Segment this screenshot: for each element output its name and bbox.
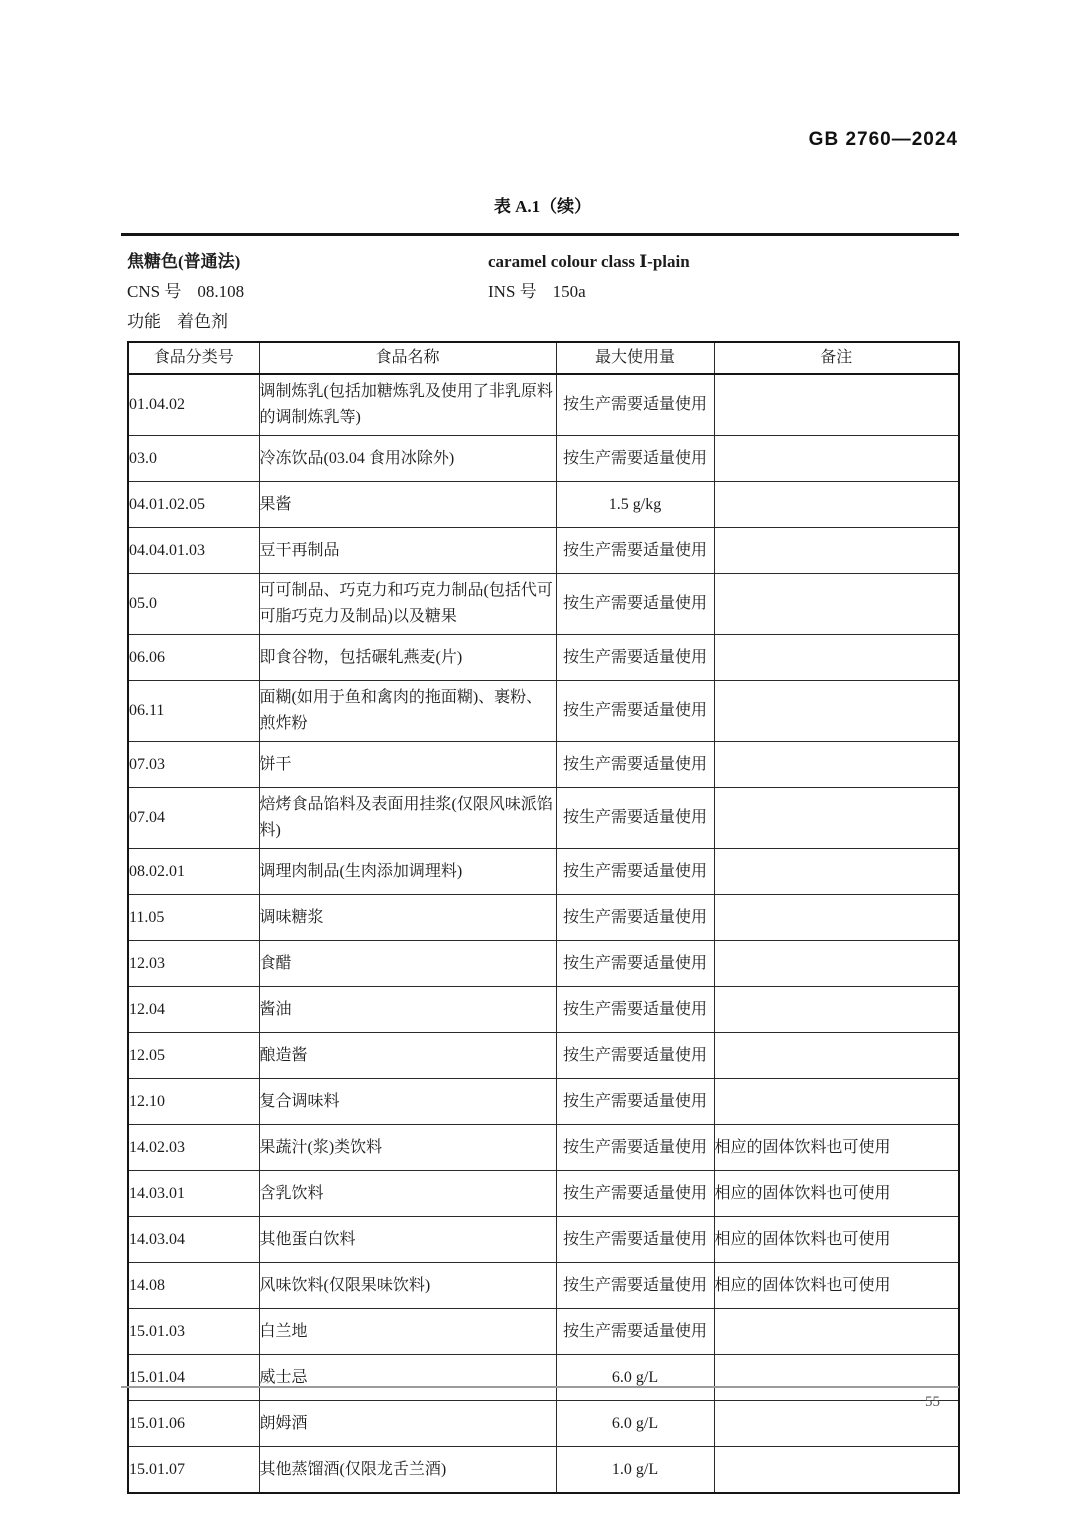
table-cell: 相应的固体饮料也可使用 <box>714 1171 959 1217</box>
table-cell: 相应的固体饮料也可使用 <box>714 1263 959 1309</box>
table-cell: 04.04.01.03 <box>128 528 259 574</box>
table-row <box>128 1309 959 1355</box>
table-cell: 风味饮料(仅限果味饮料) <box>259 1263 556 1309</box>
table-row <box>128 742 959 788</box>
table-cell: 12.04 <box>128 987 259 1033</box>
table-cell: 面糊(如用于鱼和禽肉的拖面糊)、裹粉、煎炸粉 <box>259 681 556 742</box>
table-cell <box>714 436 959 482</box>
table-row <box>128 528 959 574</box>
table-cell <box>714 1033 959 1079</box>
table-row <box>128 1355 959 1401</box>
table-cell: 调理肉制品(生肉添加调理料) <box>259 849 556 895</box>
table-cell <box>714 681 959 742</box>
table-cell: 15.01.07 <box>128 1447 259 1494</box>
table-cell: 03.0 <box>128 436 259 482</box>
table-cell: 按生产需要适量使用 <box>556 1033 714 1079</box>
table-cell <box>714 635 959 681</box>
table-cell: 06.06 <box>128 635 259 681</box>
table-row <box>128 635 959 681</box>
table-cell: 按生产需要适量使用 <box>556 1079 714 1125</box>
table-header-row <box>128 342 959 374</box>
table-cell <box>714 1309 959 1355</box>
ins-value: 150a <box>552 282 586 301</box>
table-cell: 冷冻饮品(03.04 食用冰除外) <box>259 436 556 482</box>
table-cell: 果酱 <box>259 482 556 528</box>
table-cell: 按生产需要适量使用 <box>556 788 714 849</box>
table-cell: 12.10 <box>128 1079 259 1125</box>
table-row <box>128 849 959 895</box>
table-cell: 其他蛋白饮料 <box>259 1217 556 1263</box>
standard-code: GB 2760—2024 <box>808 129 958 150</box>
additive-info-block <box>127 247 958 337</box>
table-cell <box>714 1401 959 1447</box>
table-row <box>128 1263 959 1309</box>
table-cell: 14.02.03 <box>128 1125 259 1171</box>
table-cell: 食醋 <box>259 941 556 987</box>
table-cell: 即食谷物，包括碾轧燕麦(片) <box>259 635 556 681</box>
table-cell: 08.02.01 <box>128 849 259 895</box>
table-cell <box>714 374 959 436</box>
column-header-max-usage: 最大使用量 <box>556 342 714 374</box>
table-cell <box>714 528 959 574</box>
column-header-remarks: 备注 <box>714 342 959 374</box>
cns-label: CNS 号 <box>127 282 182 301</box>
table-row <box>128 1171 959 1217</box>
additive-codes-row <box>127 277 958 307</box>
table-cell: 07.04 <box>128 788 259 849</box>
table-cell: 01.04.02 <box>128 374 259 436</box>
table-row <box>128 1447 959 1494</box>
table-cell: 调味糖浆 <box>259 895 556 941</box>
table-row <box>128 895 959 941</box>
table-row <box>128 574 959 635</box>
table-cell: 按生产需要适量使用 <box>556 528 714 574</box>
ins-label: INS 号 <box>488 282 537 301</box>
additive-name-row <box>127 247 958 277</box>
food-table-body <box>128 374 959 1493</box>
table-row <box>128 941 959 987</box>
table-row <box>128 374 959 436</box>
table-cell: 含乳饮料 <box>259 1171 556 1217</box>
cns-value: 08.108 <box>197 282 245 301</box>
table-row <box>128 987 959 1033</box>
table-cell: 酱油 <box>259 987 556 1033</box>
table-cell: 饼干 <box>259 742 556 788</box>
table-cell <box>714 574 959 635</box>
table-cell: 11.05 <box>128 895 259 941</box>
table-cell: 14.03.01 <box>128 1171 259 1217</box>
table-cell <box>714 788 959 849</box>
table-cell: 威士忌 <box>259 1355 556 1401</box>
page-number: 55 <box>925 1394 940 1410</box>
table-cell <box>714 1355 959 1401</box>
table-cell: 05.0 <box>128 574 259 635</box>
table-cell: 焙烤食品馅料及表面用挂浆(仅限风味派馅料) <box>259 788 556 849</box>
table-cell: 07.03 <box>128 742 259 788</box>
additive-name-en: caramel colour class Ⅰ-plain <box>488 252 690 271</box>
table-cell: 04.01.02.05 <box>128 482 259 528</box>
table-cell: 相应的固体饮料也可使用 <box>714 1125 959 1171</box>
footer-rule <box>121 1386 959 1388</box>
table-cell: 1.0 g/L <box>556 1447 714 1494</box>
table-cell: 复合调味料 <box>259 1079 556 1125</box>
table-cell: 按生产需要适量使用 <box>556 635 714 681</box>
table-cell: 可可制品、巧克力和巧克力制品(包括代可可脂巧克力及制品)以及糖果 <box>259 574 556 635</box>
table-cell: 朗姆酒 <box>259 1401 556 1447</box>
table-row <box>128 1033 959 1079</box>
table-cell: 白兰地 <box>259 1309 556 1355</box>
table-row <box>128 1217 959 1263</box>
table-row <box>128 1079 959 1125</box>
table-cell <box>714 849 959 895</box>
table-cell: 6.0 g/L <box>556 1401 714 1447</box>
table-cell: 按生产需要适量使用 <box>556 1217 714 1263</box>
table-cell: 12.05 <box>128 1033 259 1079</box>
table-cell <box>714 987 959 1033</box>
function-label: 功能 <box>127 312 161 331</box>
table-cell: 14.08 <box>128 1263 259 1309</box>
table-cell: 06.11 <box>128 681 259 742</box>
table-cell: 按生产需要适量使用 <box>556 849 714 895</box>
table-cell: 1.5 g/kg <box>556 482 714 528</box>
table-cell: 按生产需要适量使用 <box>556 374 714 436</box>
table-cell: 按生产需要适量使用 <box>556 1125 714 1171</box>
table-cell: 按生产需要适量使用 <box>556 681 714 742</box>
table-cell: 按生产需要适量使用 <box>556 436 714 482</box>
table-cell <box>714 895 959 941</box>
table-cell: 按生产需要适量使用 <box>556 941 714 987</box>
table-cell: 按生产需要适量使用 <box>556 574 714 635</box>
table-cell <box>714 742 959 788</box>
table-cell: 按生产需要适量使用 <box>556 1171 714 1217</box>
table-cell: 相应的固体饮料也可使用 <box>714 1217 959 1263</box>
table-title: 表 A.1（续） <box>493 197 592 216</box>
table-cell: 15.01.04 <box>128 1355 259 1401</box>
food-additive-usage-table <box>127 341 960 1494</box>
column-header-category: 食品分类号 <box>128 342 259 374</box>
table-cell: 按生产需要适量使用 <box>556 1309 714 1355</box>
table-cell: 酿造酱 <box>259 1033 556 1079</box>
table-cell: 按生产需要适量使用 <box>556 1263 714 1309</box>
table-cell <box>714 1447 959 1494</box>
table-cell: 15.01.06 <box>128 1401 259 1447</box>
ins-group <box>488 277 586 307</box>
additive-function-row <box>127 307 958 337</box>
column-header-food-name: 食品名称 <box>259 342 556 374</box>
table-cell <box>714 482 959 528</box>
table-cell: 12.03 <box>128 941 259 987</box>
table-cell <box>714 1079 959 1125</box>
table-cell <box>714 941 959 987</box>
additive-name-cn: 焦糖色(普通法) <box>127 252 241 271</box>
table-cell: 其他蒸馏酒(仅限龙舌兰酒) <box>259 1447 556 1494</box>
table-row <box>128 1401 959 1447</box>
table-row <box>128 436 959 482</box>
title-rule <box>121 233 959 236</box>
table-row <box>128 681 959 742</box>
table-cell: 按生产需要适量使用 <box>556 895 714 941</box>
function-value: 着色剂 <box>177 312 228 331</box>
table-cell: 14.03.04 <box>128 1217 259 1263</box>
table-row <box>128 1125 959 1171</box>
table-cell: 调制炼乳(包括加糖炼乳及使用了非乳原料的调制炼乳等) <box>259 374 556 436</box>
table-cell: 按生产需要适量使用 <box>556 987 714 1033</box>
table-row <box>128 482 959 528</box>
table-cell: 果蔬汁(浆)类饮料 <box>259 1125 556 1171</box>
table-cell: 豆干再制品 <box>259 528 556 574</box>
table-cell: 6.0 g/L <box>556 1355 714 1401</box>
table-cell: 15.01.03 <box>128 1309 259 1355</box>
table-row <box>128 788 959 849</box>
table-cell: 按生产需要适量使用 <box>556 742 714 788</box>
